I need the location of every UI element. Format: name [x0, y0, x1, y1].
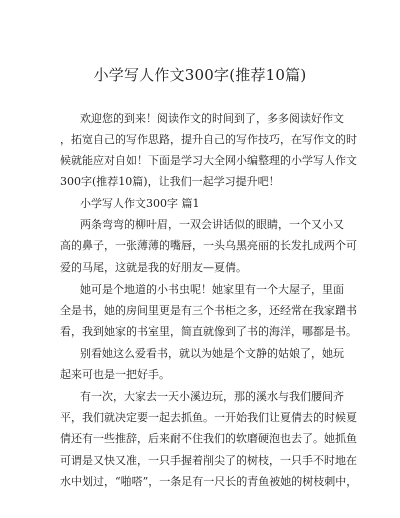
- body-line: 高的鼻子，一张薄薄的嘴唇，一头乌黑亮丽的长发扎成两个可: [60, 239, 357, 252]
- body-line: 爱的马尾，这就是我的好朋友—夏倩。: [60, 261, 247, 274]
- body-line: 水中划过，“啪嗒”，一条足有一尺长的青鱼被她的树枝刺中，: [60, 475, 358, 488]
- intro-line: 欢迎您的到来！阅读作文的时间到了，多多阅读好作文: [80, 112, 344, 125]
- body-line: 两条弯弯的柳叶眉，一双会讲话似的眼睛，一个又小又: [80, 218, 344, 231]
- intro-line: ，拓宽自己的写作思路，提升自己的写作技巧，在写作文的时: [60, 133, 357, 146]
- intro-line: 300字(推荐10篇)，让我们一起学习提升吧！: [60, 175, 280, 188]
- body-line: 起来可也是一把好手。: [60, 368, 170, 381]
- body-line: 看，我到她家的书室里，简直就像到了书的海洋，哪都是书。: [60, 325, 357, 338]
- body-line: 她可是个地道的小书虫呢！她家里有一个大屋子，里面: [80, 283, 344, 296]
- body-line: 全是书，她的房间里更是有三个书柜之多，还经常在我家蹭书: [60, 304, 357, 317]
- document-title: 小学写人作文300字(推荐10篇): [93, 66, 307, 84]
- body-line: 倩还有一些推辞，后来耐不住我们的软磨硬泡也去了。她抓鱼: [60, 432, 357, 445]
- body-line: 可谓是又快又准，一只手握着削尖了的树枝，一只手不时地在: [60, 454, 357, 467]
- section-heading: 小学写人作文300字 篇1: [80, 197, 200, 210]
- body-line: 有一次，大家去一天小溪边玩，那的溪水与我们腰间齐: [80, 390, 344, 403]
- body-line: 平，我们就决定要一起去抓鱼。一开始我们让夏倩去的时候夏: [60, 411, 357, 424]
- intro-line: 候就能应对自如！下面是学习大全网小编整理的小学写人作文: [60, 154, 357, 167]
- body-line: 别看她这么爱看书，就以为她是个文静的姑娘了，她玩: [80, 347, 344, 360]
